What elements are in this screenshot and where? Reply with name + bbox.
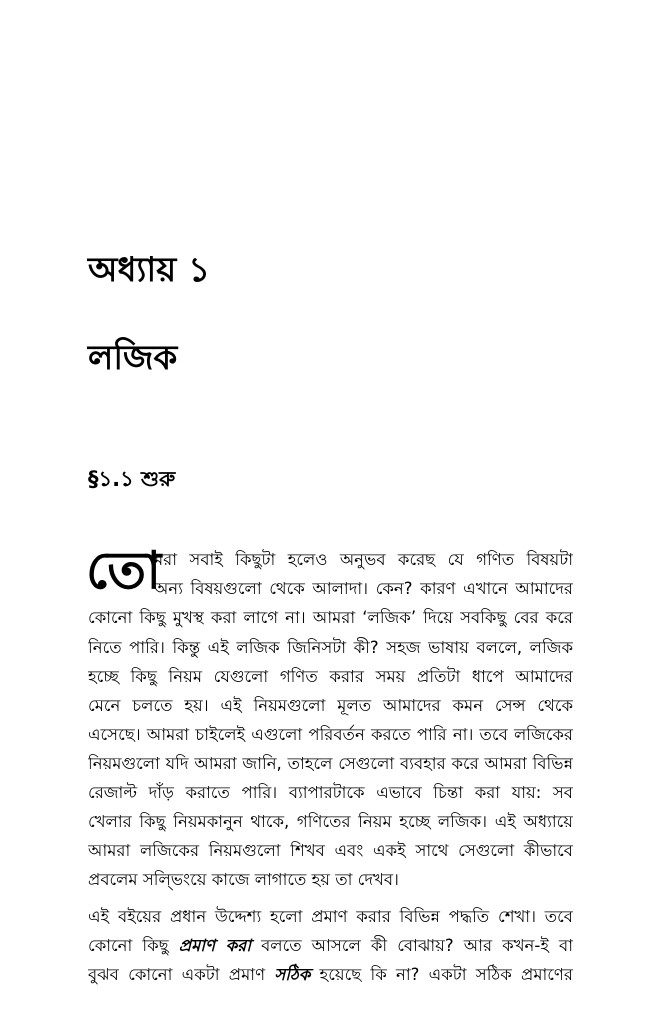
text-line: এই বইয়ের প্রধান উদ্দেশ্য হলো প্রমাণ করার বিভিন্ন পদ্ধতি শেখা। তবে [88,907,573,926]
text-run: হয়েছে কি না? একটা সঠিক প্রমাণের [310,965,573,984]
text-line: কোনো কিছু মুখস্থ করা লাগে না। আমরা ‘লজিক’ দিয়ে সবকিছু বের করে [88,608,573,627]
text-line: অন্য বিষয়গুলো থেকে আলাদা। কেন? কারণ এখানে আমাদের [154,579,573,598]
text-line [88,934,573,958]
section-heading: §১.১ শুরু [88,467,176,491]
chapter-label: অধ্যায় ১ [88,250,211,290]
text-line: রেজাল্ট দাঁড় করাতে পারি। ব্যাপারটাকে এভাবে চিন্তা করা যায়: সব [88,783,573,802]
text-run: বলতে আসলে কী বোঝায়? আর কখন-ই বা [251,936,573,955]
emphasis-text: প্রমাণ করা [178,936,251,955]
text-line: খেলার কিছু নিয়মকানুন থাকে, গণিতের নিয়ম হচ্ছে লজিক। এই অধ্যায়ে [88,812,573,831]
text-line: নিয়মগুলো যদি আমরা জানি, তাহলে সেগুলো ব্যবহার করে আমরা বিভিন্ন [88,754,573,773]
text-line: আমরা লজিকের নিয়মগুলো শিখব এবং একই সাথে সেগুলো কীভাবে [88,841,573,860]
text-line: মরা সবাই কিছুটা হলেও অনুভব করেছ যে গণিত বিষয়টা [154,550,573,569]
emphasis-text: সঠিক [274,965,311,984]
text-line: এসেছে। আমরা চাইলেই এগুলো পরিবর্তন করতে পারি না। তবে লজিকের [88,725,573,744]
drop-cap: তো [86,541,162,601]
chapter-title: লজিক [88,338,178,378]
text-run: কোনো কিছু [88,936,179,955]
text-line: প্রবলেম সল্ভিংয়ে কাজে লাগাতে হয় তা দেখব। [88,870,399,889]
text-run: বুঝব কোনো একটা প্রমাণ [88,965,275,984]
text-line: মেনে চলতে হয়। এই নিয়মগুলো মূলত আমাদের কমন সেন্স থেকে [88,696,573,715]
text-line: নিতে পারি। কিন্তু এই লজিক জিনিসটা কী? সহজ ভাষায় বললে, লজিক [88,638,573,657]
text-line: হচ্ছে কিছু নিয়ম যেগুলো গণিত করার সময় প্রতিটা ধাপে আমাদের [88,667,573,686]
text-line [88,963,573,987]
